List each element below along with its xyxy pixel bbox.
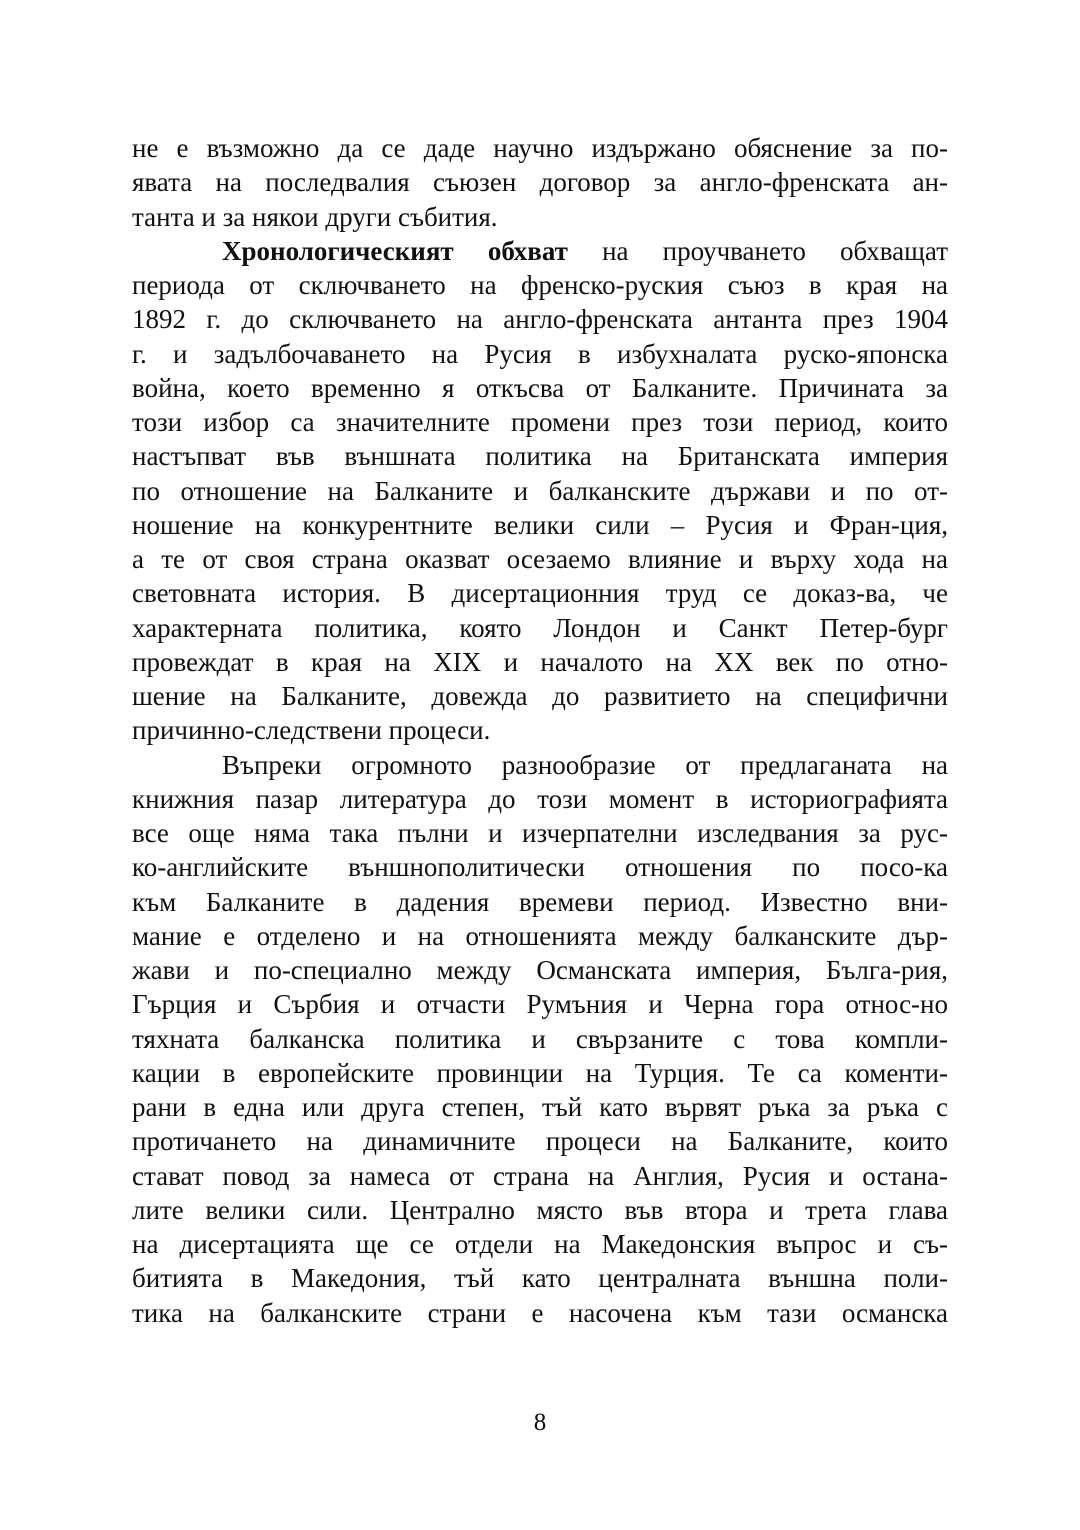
paragraph-historiography <box>132 748 948 1330</box>
text-line: кации в европейските провинции на Турция. Те са коменти- <box>132 1057 948 1088</box>
text-line: Въпреки огромното разнообразие от предлаганата на <box>222 749 948 780</box>
chronological-scope-term: Хронологическият обхват <box>222 235 568 266</box>
text-line: по отношение на Балканите и балканските държави и по от- <box>132 475 948 506</box>
text-fragment: на проучването обхващат <box>567 235 948 266</box>
text-line: тика на балканските страни е насочена към тази османска <box>132 1297 948 1328</box>
body-text <box>132 131 948 1330</box>
text-line: характерната политика, която Лондон и Санкт Петер-бург <box>132 612 948 643</box>
text-line: танта и за някои други събития. <box>132 201 498 232</box>
text-line: на дисертацията ще се отдели на Македонския въпрос и съ- <box>132 1229 948 1259</box>
text-line: причинно-следствени процеси. <box>132 715 491 746</box>
text-line: не е възможно да се даде научно издържано обяснение за по- <box>132 133 948 163</box>
text-line: ношение на конкурентните велики сили – Русия и Фран-ция, <box>132 509 948 540</box>
text-line: рани в една или друга степен, тъй като вървят ръка за ръка с <box>132 1092 948 1122</box>
text-line: този избор са значителните промени през този период, които <box>132 407 948 437</box>
text-line: книжния пазар литература до този момент в историографията <box>132 783 948 814</box>
text-line: лите велики сили. Централно място във втора и трета глава <box>132 1194 948 1225</box>
paragraph-chronological-scope <box>132 234 948 748</box>
text-line: протичането на динамичните процеси на Балканите, които <box>132 1126 948 1157</box>
text-line: периода от сключването на френско-руския съюз в края на <box>132 270 948 300</box>
text-line: явата на последвалия съюзен договор за англо-френската ан- <box>132 167 948 198</box>
text-line: настъпват във външната политика на Британската империя <box>132 441 948 472</box>
text-line: шение на Балканите, довежда до развитието на специфични <box>132 681 948 711</box>
text-line: световната история. В дисертационния труд се доказ-ва, че <box>132 578 948 609</box>
text-line: ко-английските външнополитически отношения по посо-ка <box>132 852 948 883</box>
text-line: война, което временно я откъсва от Балканите. Причината за <box>132 372 948 403</box>
text-line: към Балканите в дадения времеви период. Известно вни- <box>132 886 948 917</box>
paragraph-continuation <box>132 131 948 234</box>
text-line: битията в Македония, тъй като централната външна поли- <box>132 1263 948 1294</box>
text-line: тяхната балканска политика и свързаните с това компли- <box>132 1023 948 1054</box>
page-number: 8 <box>533 1409 547 1436</box>
text-line: мание е отделено и на отношенията между балканските дър- <box>132 920 948 951</box>
text-line: все още няма така пълни и изчерпателни изследвания за рус- <box>132 818 948 848</box>
text-line: провеждат в края на XIX и началото на XX век по отно- <box>132 646 948 677</box>
text-line <box>132 234 948 268</box>
text-line: стават повод за намеса от страна на Англия, Русия и остана- <box>132 1160 948 1191</box>
text-line: г. и задълбочаването на Русия в избухналата руско-японска <box>132 338 948 369</box>
text-line: жави и по-специално между Османската империя, Бълга-рия, <box>132 955 948 985</box>
text-line: 1892 г. до сключването на англо-френската антанта през 1904 <box>132 304 948 335</box>
text-line: а те от своя страна оказват осезаемо влияние и върху хода на <box>132 544 948 574</box>
text-line: Гърция и Сърбия и отчасти Румъния и Черна гора относ-но <box>132 989 948 1020</box>
